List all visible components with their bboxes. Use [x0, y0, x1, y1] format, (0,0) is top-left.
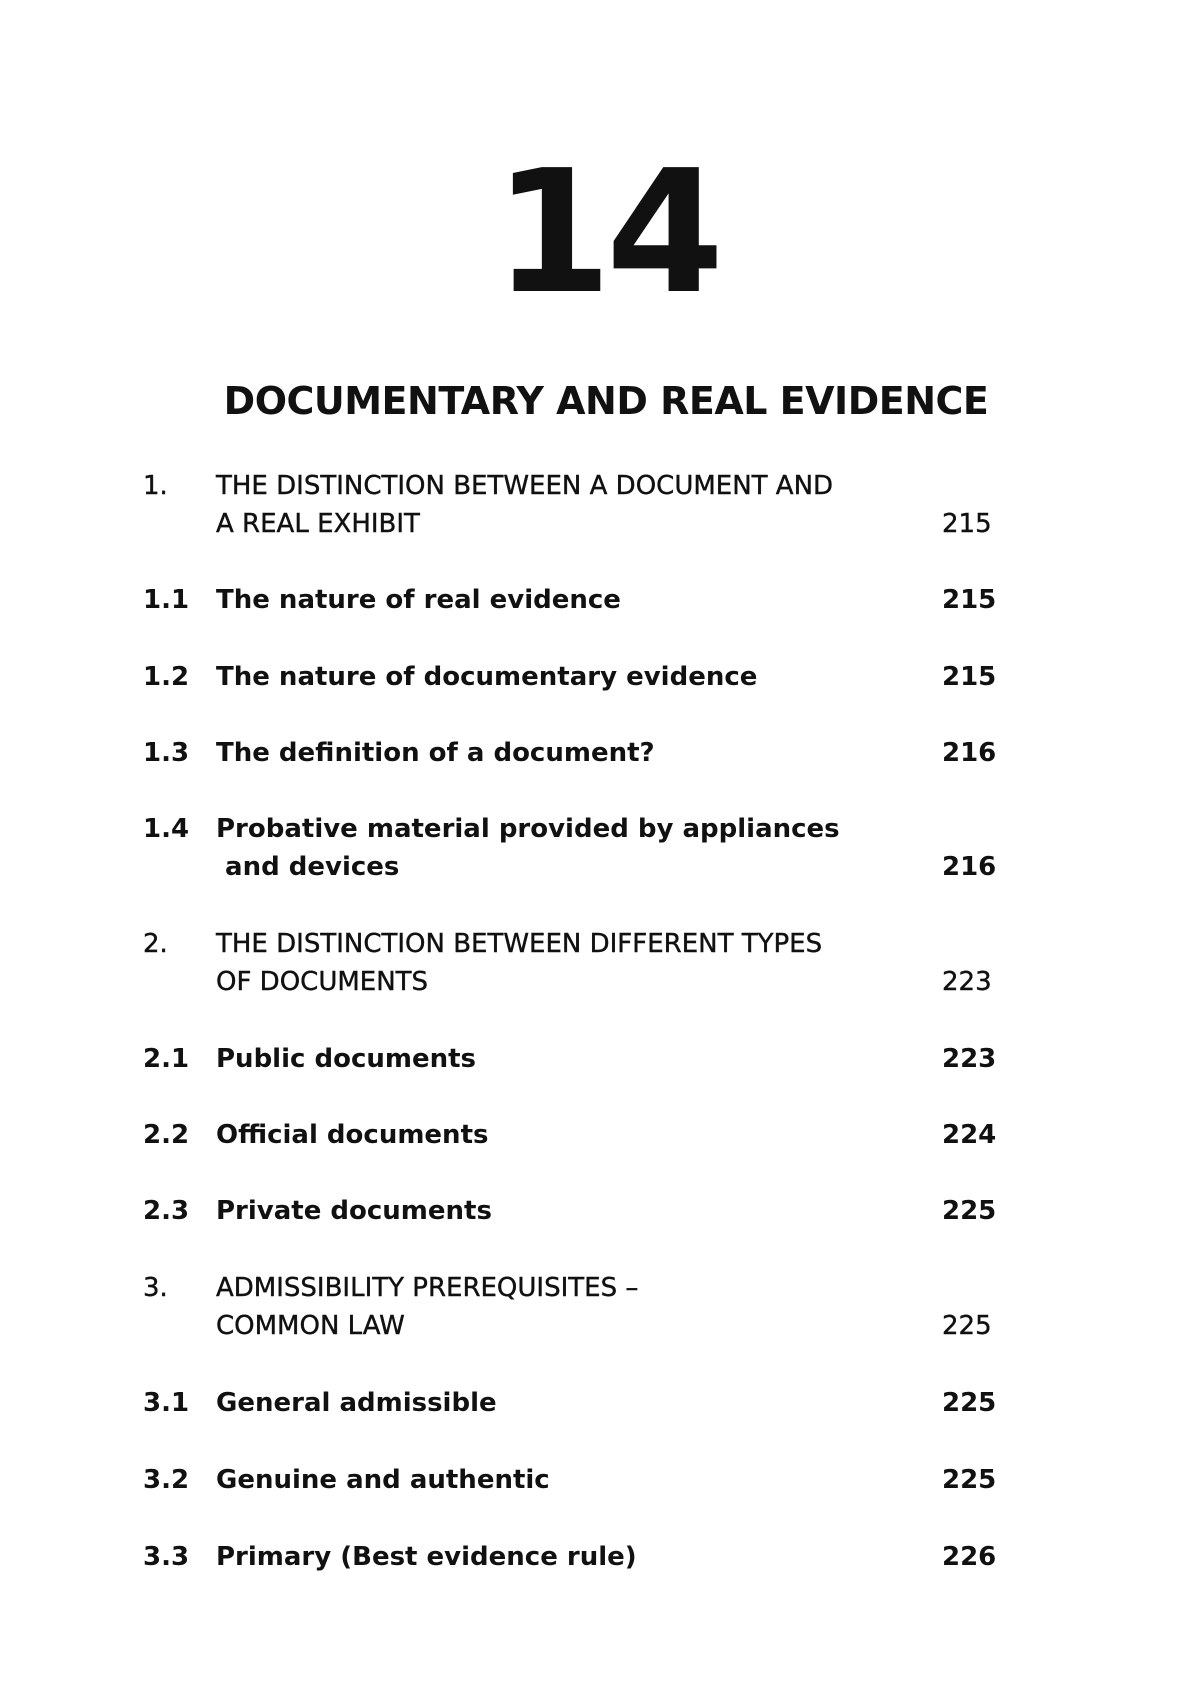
toc-entry-page: 223: [942, 1044, 997, 1074]
toc-entry-number: 1.1: [143, 585, 190, 615]
toc-entry-title-continued: COMMON LAW: [216, 1311, 405, 1341]
toc-entry-page: 215: [942, 509, 992, 539]
toc-entry-number: 3.1: [143, 1388, 190, 1418]
toc-entry-page: 215: [942, 585, 997, 615]
toc-entry-page: 216: [942, 738, 997, 768]
toc-entry-page: 225: [942, 1388, 997, 1418]
toc-entry-title: THE DISTINCTION BETWEEN A DOCUMENT AND: [216, 471, 834, 501]
toc-entry-title: Primary (Best evidence rule): [216, 1542, 637, 1572]
toc-entry-title: The definition of a document?: [216, 738, 655, 768]
toc-entry-number: 1.3: [143, 738, 190, 768]
toc-entry-page: 216: [942, 852, 997, 882]
toc-entry-title: ADMISSIBILITY PREREQUISITES –: [216, 1273, 639, 1303]
toc-entry-title: THE DISTINCTION BETWEEN DIFFERENT TYPES: [216, 929, 823, 959]
toc-entry-title: General admissible: [216, 1388, 497, 1418]
chapter-title: DOCUMENTARY AND REAL EVIDENCE: [223, 379, 989, 423]
toc-entry-title-continued: and devices: [216, 852, 400, 882]
toc-entry-page: 224: [942, 1120, 997, 1150]
toc-entry-number: 2.1: [143, 1044, 190, 1074]
toc-entry-page: 215: [942, 662, 997, 692]
toc-entry-title: The nature of real evidence: [216, 585, 621, 615]
toc-entry-page: 223: [942, 967, 992, 997]
toc-entry-number: 2.3: [143, 1196, 190, 1226]
toc-entry-title: Private documents: [216, 1196, 492, 1226]
toc-entry-title: Public documents: [216, 1044, 476, 1074]
toc-entry-number: 1.: [143, 471, 168, 501]
toc-entry-number: 1.2: [143, 662, 190, 692]
toc-entry-title: The nature of documentary evidence: [216, 662, 758, 692]
toc-entry-page: 226: [942, 1542, 997, 1572]
toc-entry-title-continued: A REAL EXHIBIT: [216, 509, 420, 539]
toc-entry-number: 1.4: [143, 814, 190, 844]
toc-entry-number: 2.2: [143, 1120, 190, 1150]
toc-entry-title: Probative material provided by appliances: [216, 814, 840, 844]
toc-entry-number: 3.3: [143, 1542, 190, 1572]
toc-entry-page: 225: [942, 1196, 997, 1226]
toc-entry-title-continued: OF DOCUMENTS: [216, 967, 429, 997]
toc-entry-page: 225: [942, 1465, 997, 1495]
toc-entry-number: 3.2: [143, 1465, 190, 1495]
chapter-number: 14: [493, 134, 719, 332]
toc-entry-number: 3.: [143, 1273, 168, 1303]
toc-entry-title: Official documents: [216, 1120, 489, 1150]
toc-entry-title: Genuine and authentic: [216, 1465, 550, 1495]
toc-entry-number: 2.: [143, 929, 168, 959]
toc-entry-page: 225: [942, 1311, 992, 1341]
